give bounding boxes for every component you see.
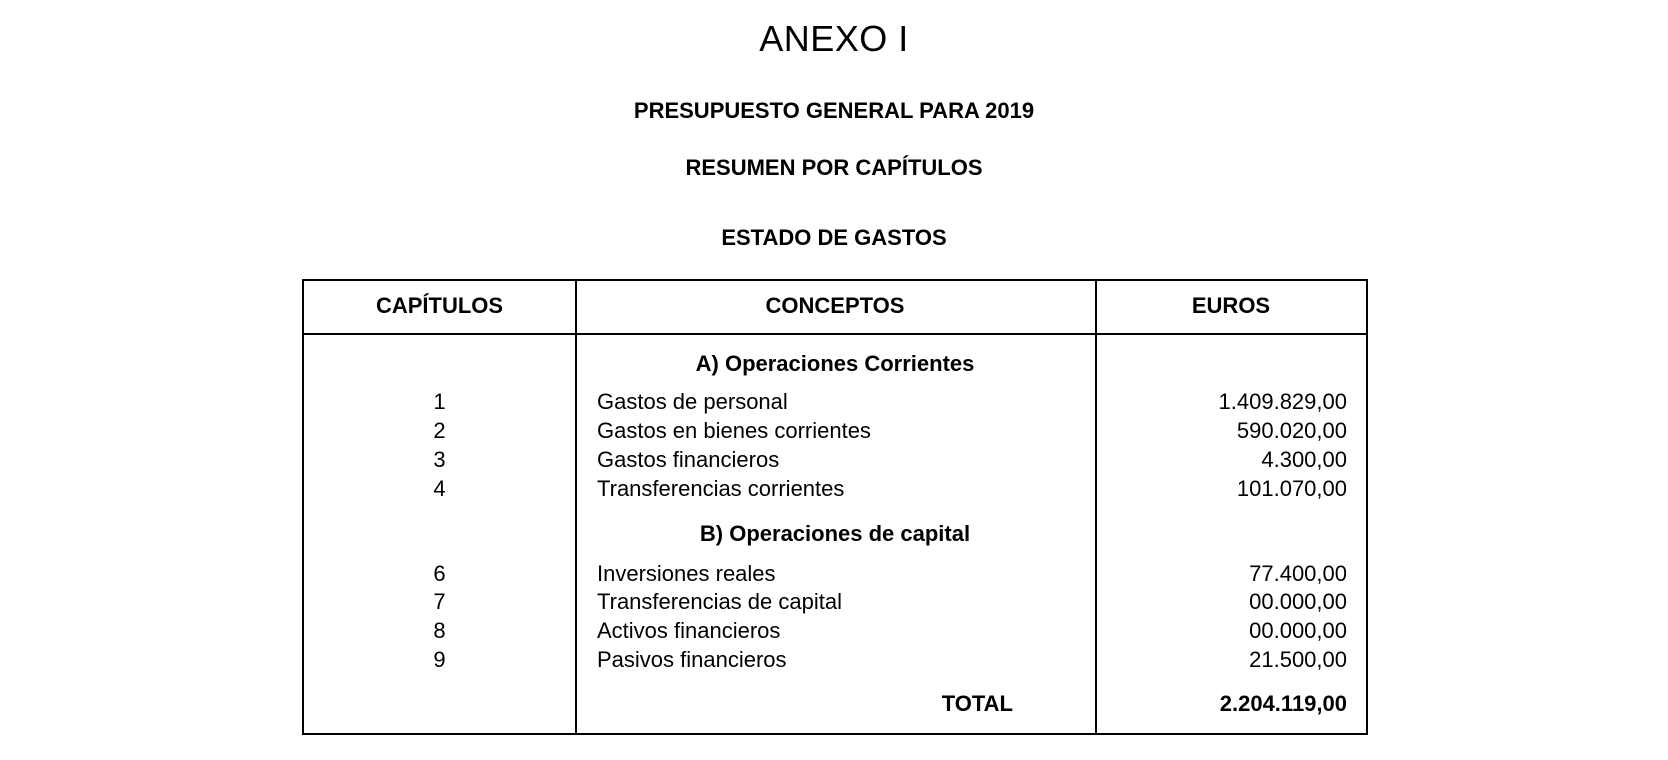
- table-row: [304, 476, 1367, 505]
- table-row: [304, 589, 1367, 618]
- document-title: ANEXO I: [759, 18, 909, 59]
- budget-table: [302, 279, 1368, 735]
- row-capitulo: 1: [433, 389, 446, 414]
- row-euros: 00.000,00: [1249, 589, 1347, 614]
- row-capitulo: 7: [433, 589, 446, 614]
- row-concepto: Activos financieros: [597, 618, 781, 643]
- row-euros: 1.409.829,00: [1218, 389, 1347, 414]
- row-concepto: Transferencias de capital: [597, 589, 842, 614]
- row-euros: 101.070,00: [1236, 476, 1347, 501]
- row-concepto: Pasivos financieros: [597, 647, 787, 672]
- table-row: [304, 647, 1367, 676]
- document-subtitle-statement: ESTADO DE GASTOS: [721, 225, 947, 250]
- row-concepto: Gastos financieros: [597, 447, 780, 472]
- table-row: [304, 447, 1367, 476]
- row-concepto: Transferencias corrientes: [597, 476, 845, 501]
- row-capitulo: 3: [433, 447, 446, 472]
- row-capitulo: 8: [433, 618, 446, 643]
- document-subtitle-summary: RESUMEN POR CAPÍTULOS: [685, 155, 983, 180]
- section-title-operaciones-corrientes: A) Operaciones Corrientes: [695, 351, 975, 376]
- row-euros: 00.000,00: [1249, 618, 1347, 643]
- row-capitulo: 6: [433, 561, 446, 586]
- row-euros: 77.400,00: [1249, 561, 1347, 586]
- row-concepto: Gastos en bienes corrientes: [597, 418, 871, 443]
- table-row: [304, 389, 1367, 418]
- row-euros: 21.500,00: [1249, 647, 1347, 672]
- column-header-conceptos: CONCEPTOS: [765, 293, 905, 318]
- total-value: 2.204.119,00: [1219, 691, 1347, 716]
- document-subtitle-budget: PRESUPUESTO GENERAL PARA 2019: [633, 98, 1035, 123]
- section-title-operaciones-capital: B) Operaciones de capital: [699, 521, 971, 546]
- row-euros: 590.020,00: [1236, 418, 1347, 443]
- table-row: [304, 561, 1367, 590]
- row-capitulo: 2: [433, 418, 446, 443]
- row-capitulo: 9: [433, 647, 446, 672]
- table-row: [304, 618, 1367, 647]
- row-euros: 4.300,00: [1261, 447, 1347, 472]
- row-concepto: Gastos de personal: [597, 389, 788, 414]
- row-concepto: Inversiones reales: [597, 561, 776, 586]
- column-header-capitulos: CAPÍTULOS: [375, 293, 504, 318]
- header-divider: [304, 333, 1366, 335]
- total-label: TOTAL: [941, 691, 1013, 716]
- row-capitulo: 4: [433, 476, 446, 501]
- column-header-euros: EUROS: [1191, 293, 1271, 318]
- table-row: [304, 418, 1367, 447]
